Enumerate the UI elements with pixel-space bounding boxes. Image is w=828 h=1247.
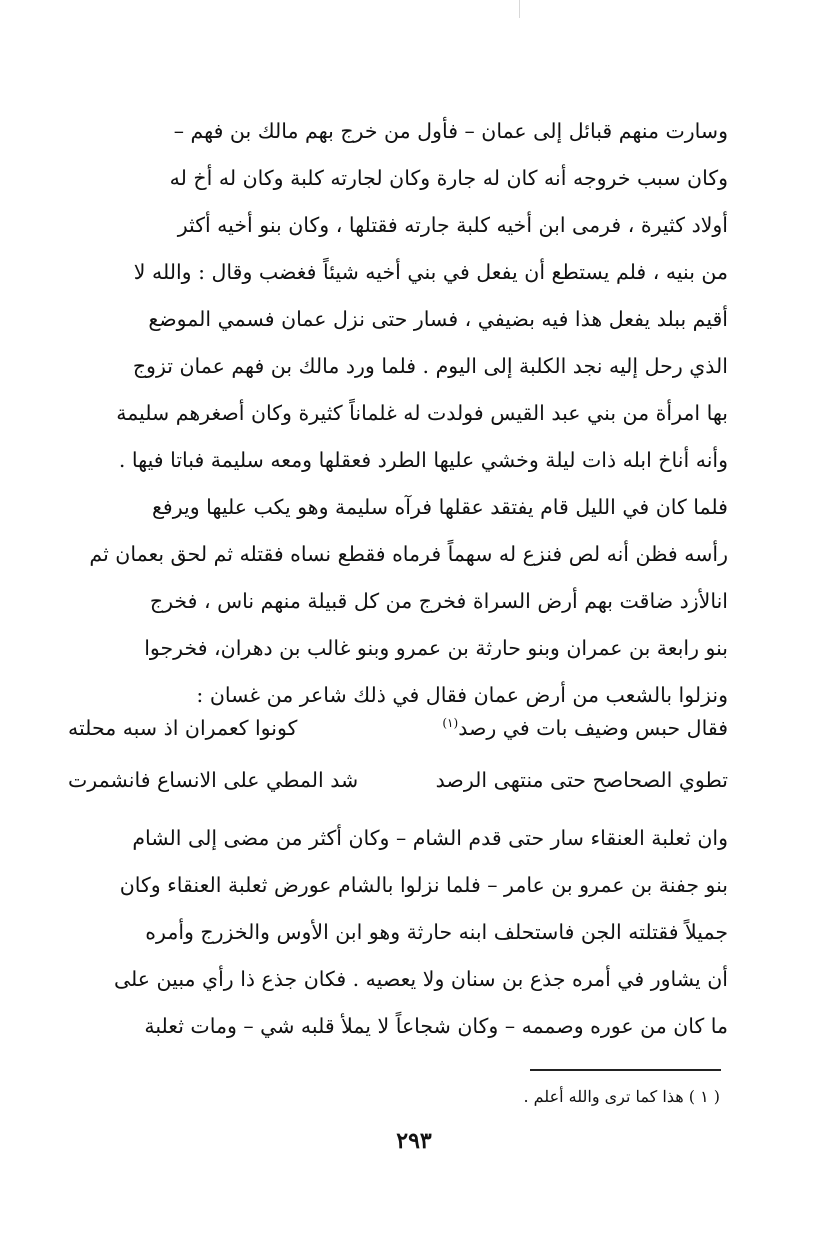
poem-verses [68, 702, 728, 806]
text-line: انالأزد ضاقت بهم أرض السراة فخرج من كل قبيلة منهم ناس ، فخرج [149, 589, 728, 613]
paragraph-2 [68, 815, 728, 1050]
text-line: جميلاً فقتلته الجن فاستحلف ابنه حارثة وهو ابن الأوس والخزرج وأمره [145, 920, 728, 944]
verse-line [68, 754, 728, 806]
verse-hemistich-second: كونوا كعمران اذ سبه محلته [68, 716, 298, 740]
paragraph-1 [68, 108, 728, 719]
text-line: وان ثعلبة العنقاء سار حتى قدم الشام – وكان أكثر من مضى إلى الشام [132, 826, 728, 850]
footnote: ( ١ ) هذا كما ترى والله أعلم . [523, 1087, 720, 1106]
text-line: وسارت منهم قبائل إلى عمان – فأول من خرج بهم مالك بن فهم – [173, 119, 728, 143]
text-line: بها امرأة من بني عبد القيس فولدت له غلماناً كثيرة وكان أصغرهم سليمة [116, 401, 728, 425]
text-line: من بنيه ، فلم يستطع أن يفعل في بني أخيه شيئاً فغضب وقال : والله لا [133, 260, 728, 284]
verse-line [68, 702, 728, 754]
text-line: ونزلوا بالشعب من أرض عمان فقال في ذلك شاعر من غسان : [196, 683, 728, 707]
verse-hemistich-first: فقال حبس وضيف بات في رصد(١) [442, 716, 728, 740]
text-line: وأنه أناخ ابله ذات ليلة وخشي عليها الطرد فعقلها ومعه سليمة فباتا فيها . [118, 448, 728, 472]
verse-hemistich-second: شد المطي على الانساع فانشمرت [68, 768, 359, 792]
text-line: ما كان من عوره وصممه – وكان شجاعاً لا يملأ قلبه شي – ومات ثعلبة [144, 1014, 728, 1038]
text-line: فلما كان في الليل قام يفتقد عقلها فرآه سليمة وهو يكب عليها ويرفع [151, 495, 728, 519]
text-line: بنو جفنة بن عمرو بن عامر – فلما نزلوا بالشام عورض ثعلبة العنقاء وكان [119, 873, 728, 897]
text-line: أقيم ببلد يفعل هذا فيه بضيفي ، فسار حتى نزل عمان فسمي الموضع [148, 307, 728, 331]
verse-hemistich-first: تطوي الصحاصح حتى منتهى الرصد [435, 768, 728, 792]
scan-fold-mark [519, 0, 520, 18]
footnote-separator [530, 1069, 721, 1071]
text-line: أولاد كثيرة ، فرمى ابن أخيه كلبة جارته فقتلها ، وكان بنو أخيه أكثر [177, 213, 728, 237]
text-line: وكان سبب خروجه أنه كان له جارة وكان لجارته كلبة وكان له أخ له [169, 166, 728, 190]
page-number: ٢٩٣ [396, 1128, 432, 1154]
text-line: بنو رابعة بن عمران وبنو حارثة بن عمرو وبنو غالب بن دهران، فخرجوا [144, 636, 728, 660]
text-line: أن يشاور في أمره جذع بن سنان ولا يعصيه . فكان جذع ذا رأي مبين على [113, 967, 728, 991]
text-line: رأسه فظن أنه لص فنزع له سهماً فرماه فقطع نساه فقتله ثم لحق بعمان ثم [89, 542, 728, 566]
text-line: الذي رحل إليه نجد الكلبة إلى اليوم . فلما ورد مالك بن فهم عمان تزوج [132, 354, 728, 378]
